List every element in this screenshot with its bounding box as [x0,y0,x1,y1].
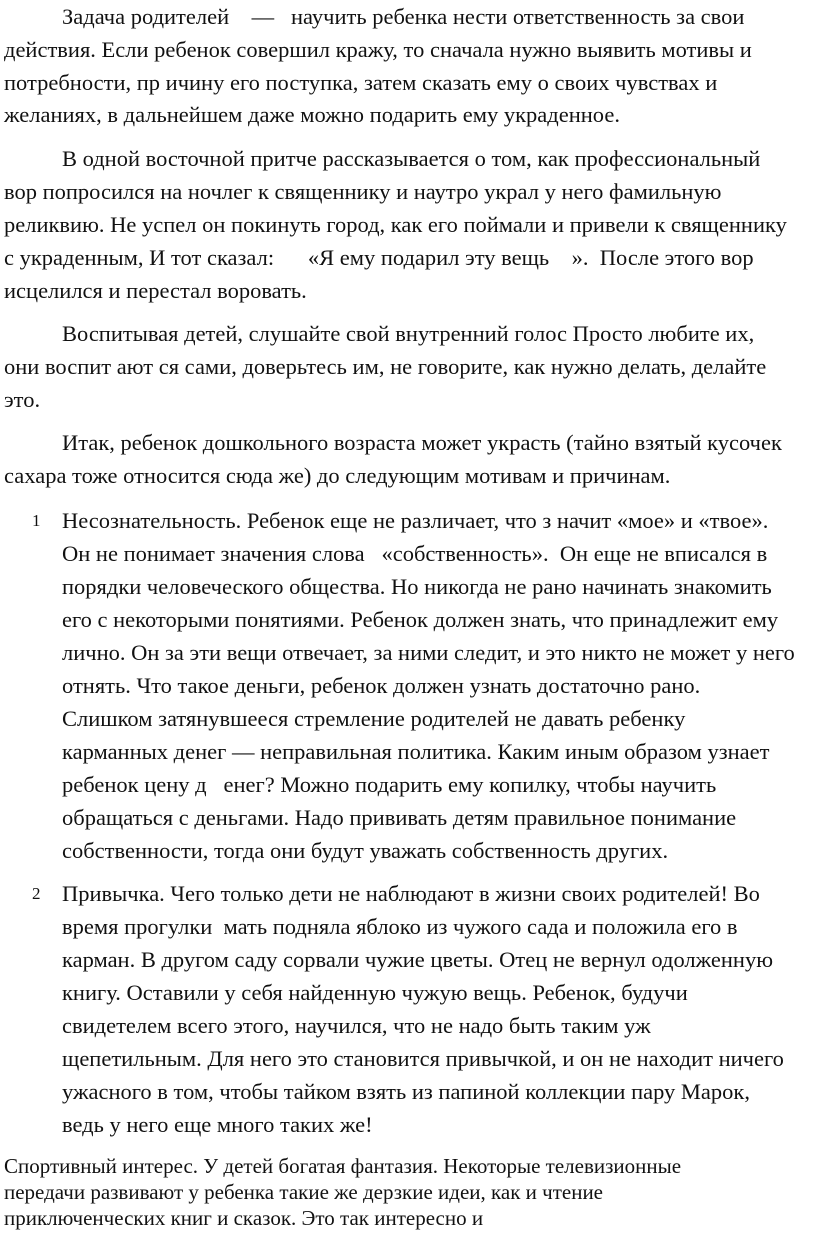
text-line: щепетильным. Для него это становится привычкой, и он не находит ничего [62,1046,784,1071]
text-line: сахара тоже относится сюда же) до следующим мотивам и причинам. [4,463,671,488]
text-line: карманных денег — неправильная политика. Каким иным образом узнает [62,739,770,764]
text-line: реликвию. Не успел он покинуть город, как его поймали и привели к священнику [4,212,787,237]
text-line: Слишком затянувшееся стремление родителей не давать ребенку [62,706,686,731]
list-item-number: 2 [32,884,41,903]
text-line: приключенческих книг и сказок. Это так интересно и [4,1206,484,1230]
text-line: Несознательность. Ребенок еще не различает, что з начит «мое» и «твое». [62,508,769,533]
text-line: отнять. Что такое деньги, ребенок должен узнать достаточно рано. [62,673,701,698]
text-line: вор попросился на ночлег к священнику и наутро украл у него фамильную [4,179,722,204]
text-line: Итак, ребенок дошкольного возраста может украсть (тайно взятый кусочек [62,430,782,455]
text-line: Спортивный интерес. У детей богатая фантазия. Некоторые телевизионные [4,1154,682,1178]
text-line: действия. Если ребенок совершил кражу, то сначала нужно выявить мотивы и [4,37,752,62]
text-line: карман. В другом саду сорвали чужие цветы. Отец не вернул одолженную [62,947,774,972]
list-item-number: 1 [32,511,41,530]
text-line: они воспит ают ся сами, доверьтесь им, не говорите, как нужно делать, делайте [4,354,767,379]
text-line: ужасного в том, чтобы тайком взять из папиной коллекции пару Марок, [62,1079,750,1104]
text-line: его с некоторыми понятиями. Ребенок должен знать, что принадлежит ему [62,607,779,632]
text-line: собственности, тогда они будут уважать собственность других. [62,838,669,863]
text-line: порядки человеческого общества. Но никогда не рано начинать знакомить [62,574,772,599]
text-line: книгу. Оставили у себя найденную чужую вещь. Ребенок, будучи [62,980,688,1005]
text-line: Он не понимает значения слова «собственность». Он еще не вписался в [62,541,768,566]
text-line: Воспитывая детей, слушайте свой внутренний голос Просто любите их, [62,321,755,346]
text-line: Привычка. Чего только дети не наблюдают в жизни своих родителей! Во [62,881,760,906]
text-line: потребности, пр ичину его поступка, затем сказать ему о своих чувствах и [4,70,718,95]
text-line: лично. Он за эти вещи отвечает, за ними следит, и это никто не может у него [62,640,795,665]
text-line: В одной восточной притче рассказывается о том, как профессиональный [62,146,761,171]
text-line: с украденным, И тот сказал: «Я ему подарил эту вещь ». После этого вор [4,245,754,270]
text-line: исцелился и перестал воровать. [4,278,307,303]
text-line: желаниях, в дальнейшем даже можно подарить ему украденное. [4,102,620,127]
text-line: обращаться с деньгами. Надо прививать детям правильное понимание [62,805,737,830]
text-line: время прогулки мать подняла яблоко из чужого сада и положила его в [62,914,738,939]
text-line: Задача родителей — научить ребенка нести ответственность за свои [62,4,745,29]
text-line: передачи развивают у ребенка такие же дерзкие идеи, как и чтение [4,1180,604,1204]
text-line: свидетелем всего этого, научился, что не надо быть таким уж [62,1013,651,1038]
text-line: ведь у него еще много таких же! [62,1112,373,1137]
text-line: ребенок цену д енег? Можно подарить ему копилку, чтобы научить [62,772,717,797]
text-line: это. [4,387,41,412]
